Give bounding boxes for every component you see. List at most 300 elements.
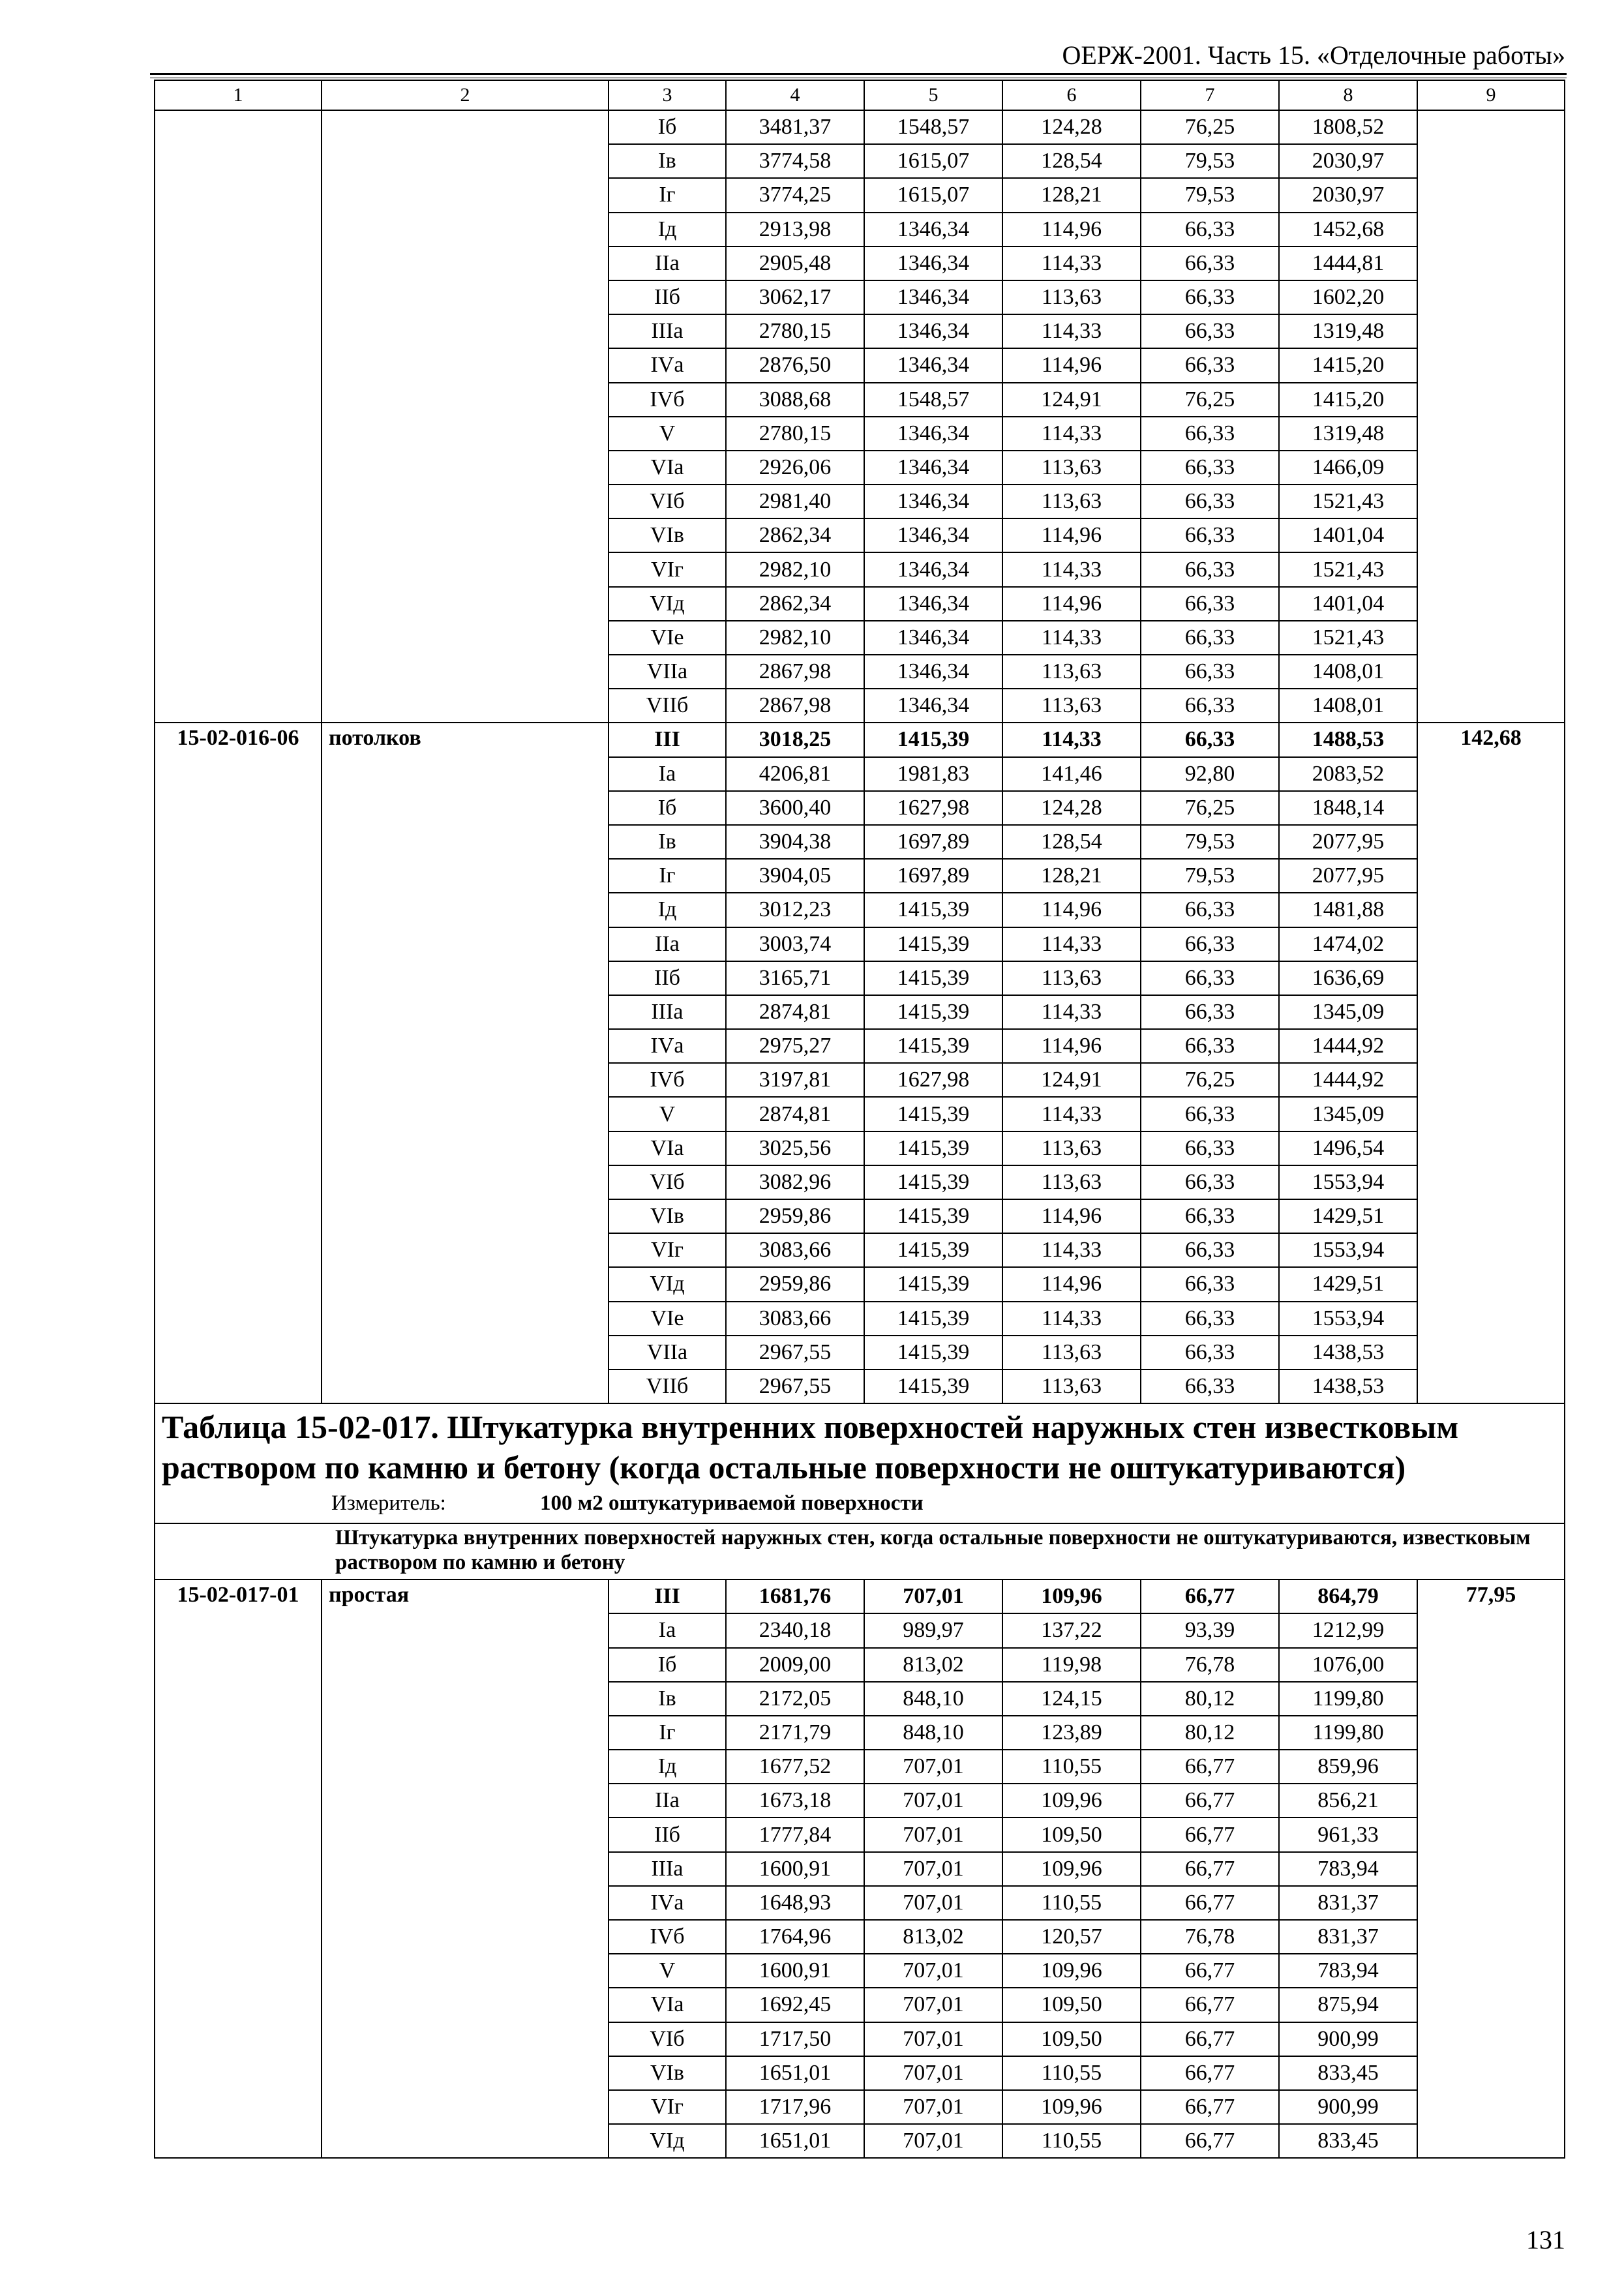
price-value: 707,01 xyxy=(864,1852,1002,1886)
price-value: 3481,37 xyxy=(726,110,864,144)
price-value: 66,77 xyxy=(1141,1750,1279,1784)
zone-code: VIв xyxy=(609,2056,726,2090)
price-value: 707,01 xyxy=(864,1579,1002,1613)
price-value: 109,50 xyxy=(1002,1818,1141,1851)
price-value: 1627,98 xyxy=(864,791,1002,825)
price-value: 3012,23 xyxy=(726,893,864,927)
price-value: 833,45 xyxy=(1279,2124,1417,2158)
zone-code: IIа xyxy=(609,247,726,280)
price-value: 707,01 xyxy=(864,2056,1002,2090)
price-value: 124,28 xyxy=(1002,791,1141,825)
zone-code: III xyxy=(609,723,726,756)
price-value: 114,96 xyxy=(1002,893,1141,927)
price-value: 1496,54 xyxy=(1279,1131,1417,1165)
price-value: 2967,55 xyxy=(726,1336,864,1369)
zone-code: VIIб xyxy=(609,689,726,723)
zone-code: VIIа xyxy=(609,655,726,689)
price-value: 1408,01 xyxy=(1279,689,1417,723)
zone-code: IIб xyxy=(609,280,726,314)
price-value: 109,96 xyxy=(1002,2090,1141,2124)
price-value: 3904,05 xyxy=(726,859,864,893)
price-value: 2780,15 xyxy=(726,417,864,451)
price-value: 66,33 xyxy=(1141,1029,1279,1063)
price-value: 128,54 xyxy=(1002,144,1141,178)
price-value: 2780,15 xyxy=(726,314,864,348)
price-value: 900,99 xyxy=(1279,2022,1417,2056)
price-value: 66,33 xyxy=(1141,348,1279,382)
price-value: 80,12 xyxy=(1141,1682,1279,1716)
price-value: 1415,39 xyxy=(864,1267,1002,1301)
meter-value: 100 м2 оштукатуриваемой поверхности xyxy=(540,1491,924,1516)
zone-code: IIа xyxy=(609,927,726,961)
price-value: 1602,20 xyxy=(1279,280,1417,314)
zone-code: VIе xyxy=(609,1302,726,1336)
price-value: 3197,81 xyxy=(726,1063,864,1097)
price-value: 1346,34 xyxy=(864,314,1002,348)
price-value: 1474,02 xyxy=(1279,927,1417,961)
zone-code: VIIа xyxy=(609,1336,726,1369)
price-value: 66,33 xyxy=(1141,213,1279,247)
price-value: 80,12 xyxy=(1141,1716,1279,1750)
zone-code: VIв xyxy=(609,1199,726,1233)
price-value: 859,96 xyxy=(1279,1750,1417,1784)
zone-code: VIд xyxy=(609,587,726,621)
zone-code: VIг xyxy=(609,2090,726,2124)
price-value: 875,94 xyxy=(1279,1988,1417,2022)
price-value: 119,98 xyxy=(1002,1648,1141,1682)
price-value: 114,33 xyxy=(1002,723,1141,756)
price-value: 79,53 xyxy=(1141,178,1279,212)
price-value: 1488,53 xyxy=(1279,723,1417,756)
price-value: 1415,20 xyxy=(1279,383,1417,417)
price-value: 114,96 xyxy=(1002,1267,1141,1301)
price-value: 120,57 xyxy=(1002,1920,1141,1954)
price-value: 76,25 xyxy=(1141,383,1279,417)
price-value: 3082,96 xyxy=(726,1165,864,1199)
price-value: 124,91 xyxy=(1002,383,1141,417)
price-value: 109,50 xyxy=(1002,1988,1141,2022)
price-value: 1777,84 xyxy=(726,1818,864,1851)
price-value: 2874,81 xyxy=(726,995,864,1029)
price-value: 1627,98 xyxy=(864,1063,1002,1097)
price-value: 1415,39 xyxy=(864,961,1002,995)
price-value: 1415,39 xyxy=(864,723,1002,756)
price-value: 1521,43 xyxy=(1279,485,1417,518)
zone-code: III xyxy=(609,1579,726,1613)
price-value: 124,91 xyxy=(1002,1063,1141,1097)
price-value: 3003,74 xyxy=(726,927,864,961)
price-value: 2959,86 xyxy=(726,1199,864,1233)
price-value: 1415,39 xyxy=(864,1097,1002,1131)
price-value: 2340,18 xyxy=(726,1613,864,1647)
zone-code: Iв xyxy=(609,825,726,859)
price-value: 1415,39 xyxy=(864,1302,1002,1336)
price-value: 110,55 xyxy=(1002,2124,1141,2158)
price-value: 1553,94 xyxy=(1279,1165,1417,1199)
price-value: 1600,91 xyxy=(726,1954,864,1988)
price-value: 66,77 xyxy=(1141,1852,1279,1886)
price-value: 2982,10 xyxy=(726,552,864,586)
price-value: 123,89 xyxy=(1002,1716,1141,1750)
price-value: 66,33 xyxy=(1141,621,1279,655)
price-value: 2926,06 xyxy=(726,451,864,485)
price-value: 66,33 xyxy=(1141,518,1279,552)
rate-code: 15-02-016-06 xyxy=(155,723,322,1403)
price-value: 1346,34 xyxy=(864,655,1002,689)
price-value: 76,25 xyxy=(1141,791,1279,825)
price-value: 66,33 xyxy=(1141,552,1279,586)
price-value: 1346,34 xyxy=(864,451,1002,485)
zone-code: IIб xyxy=(609,1818,726,1851)
price-value: 1481,88 xyxy=(1279,893,1417,927)
price-value: 856,21 xyxy=(1279,1784,1417,1818)
zone-code: VIа xyxy=(609,451,726,485)
zone-code: VIв xyxy=(609,518,726,552)
price-value: 1466,09 xyxy=(1279,451,1417,485)
zone-code: Iг xyxy=(609,859,726,893)
column-number: 8 xyxy=(1279,80,1417,110)
price-value: 114,33 xyxy=(1002,1097,1141,1131)
price-value: 114,96 xyxy=(1002,587,1141,621)
zone-code: IVб xyxy=(609,383,726,417)
price-value: 66,77 xyxy=(1141,2056,1279,2090)
price-value: 1415,39 xyxy=(864,1233,1002,1267)
zone-code: VIIб xyxy=(609,1369,726,1403)
zone-code: Iб xyxy=(609,791,726,825)
price-value: 2083,52 xyxy=(1279,757,1417,791)
total-value: 142,68 xyxy=(1417,723,1565,1403)
price-value: 1521,43 xyxy=(1279,552,1417,586)
price-value: 66,77 xyxy=(1141,2022,1279,2056)
price-value: 128,54 xyxy=(1002,825,1141,859)
price-value: 92,80 xyxy=(1141,757,1279,791)
price-value: 128,21 xyxy=(1002,178,1141,212)
price-value: 1692,45 xyxy=(726,1988,864,2022)
price-value: 1444,92 xyxy=(1279,1063,1417,1097)
price-value: 1345,09 xyxy=(1279,995,1417,1029)
price-value: 3088,68 xyxy=(726,383,864,417)
column-numbers-row xyxy=(155,80,1565,110)
page-header: ОЕРЖ-2001. Часть 15. «Отделочные работы» xyxy=(1062,40,1565,70)
price-value: 113,63 xyxy=(1002,1336,1141,1369)
price-value: 961,33 xyxy=(1279,1818,1417,1851)
table-subheading-row xyxy=(155,1523,1565,1579)
price-value: 707,01 xyxy=(864,1784,1002,1818)
price-value: 1553,94 xyxy=(1279,1302,1417,1336)
zone-code: IVб xyxy=(609,1920,726,1954)
price-value: 79,53 xyxy=(1141,859,1279,893)
price-value: 2959,86 xyxy=(726,1267,864,1301)
price-value: 114,33 xyxy=(1002,1302,1141,1336)
price-value: 109,96 xyxy=(1002,1954,1141,1988)
price-value: 66,33 xyxy=(1141,247,1279,280)
price-value: 113,63 xyxy=(1002,1131,1141,1165)
price-value: 114,96 xyxy=(1002,348,1141,382)
column-number: 1 xyxy=(155,80,322,110)
price-value: 137,22 xyxy=(1002,1613,1141,1647)
price-value: 1808,52 xyxy=(1279,110,1417,144)
price-value: 76,78 xyxy=(1141,1920,1279,1954)
price-value: 109,96 xyxy=(1002,1784,1141,1818)
price-value: 66,77 xyxy=(1141,1988,1279,2022)
price-value: 1615,07 xyxy=(864,178,1002,212)
work-name xyxy=(322,110,609,723)
price-value: 1415,39 xyxy=(864,995,1002,1029)
zone-code: IVа xyxy=(609,1029,726,1063)
price-value: 707,01 xyxy=(864,1818,1002,1851)
price-value: 783,94 xyxy=(1279,1954,1417,1988)
zone-code: VIа xyxy=(609,1131,726,1165)
price-value: 707,01 xyxy=(864,1750,1002,1784)
price-value: 1212,99 xyxy=(1279,1613,1417,1647)
price-value: 848,10 xyxy=(864,1716,1002,1750)
price-value: 2874,81 xyxy=(726,1097,864,1131)
table-row xyxy=(155,110,1565,144)
price-value: 1415,39 xyxy=(864,1336,1002,1369)
price-value: 2975,27 xyxy=(726,1029,864,1063)
price-value: 2171,79 xyxy=(726,1716,864,1750)
price-value: 66,33 xyxy=(1141,1199,1279,1233)
zone-code: VIг xyxy=(609,552,726,586)
price-value: 141,46 xyxy=(1002,757,1141,791)
price-value: 1415,39 xyxy=(864,1199,1002,1233)
price-value: 1346,34 xyxy=(864,348,1002,382)
price-value: 66,33 xyxy=(1141,1097,1279,1131)
price-value: 2905,48 xyxy=(726,247,864,280)
price-value: 114,96 xyxy=(1002,1199,1141,1233)
price-value: 3774,58 xyxy=(726,144,864,178)
price-value: 1681,76 xyxy=(726,1579,864,1613)
price-value: 109,96 xyxy=(1002,1852,1141,1886)
price-value: 114,33 xyxy=(1002,1233,1141,1267)
price-value: 114,33 xyxy=(1002,314,1141,348)
zone-code: VIб xyxy=(609,485,726,518)
price-value: 2867,98 xyxy=(726,655,864,689)
work-name: потолков xyxy=(322,723,609,1403)
price-value: 66,33 xyxy=(1141,417,1279,451)
price-value: 833,45 xyxy=(1279,2056,1417,2090)
rate-code: 15-02-017-01 xyxy=(155,1579,322,2158)
price-value: 1444,92 xyxy=(1279,1029,1417,1063)
price-value: 1848,14 xyxy=(1279,791,1417,825)
zone-code: Iб xyxy=(609,1648,726,1682)
zone-code: IIIа xyxy=(609,995,726,1029)
price-value: 2077,95 xyxy=(1279,859,1417,893)
price-value: 1408,01 xyxy=(1279,655,1417,689)
price-value: 864,79 xyxy=(1279,1579,1417,1613)
price-value: 989,97 xyxy=(864,1613,1002,1647)
price-value: 1319,48 xyxy=(1279,417,1417,451)
price-value: 813,02 xyxy=(864,1920,1002,1954)
column-number: 6 xyxy=(1002,80,1141,110)
rate-code xyxy=(155,110,322,723)
price-value: 1615,07 xyxy=(864,144,1002,178)
price-value: 1415,39 xyxy=(864,1029,1002,1063)
zone-code: VIг xyxy=(609,1233,726,1267)
price-value: 113,63 xyxy=(1002,1369,1141,1403)
zone-code: VIд xyxy=(609,1267,726,1301)
price-value: 1697,89 xyxy=(864,825,1002,859)
price-value: 1346,34 xyxy=(864,213,1002,247)
price-value: 2030,97 xyxy=(1279,178,1417,212)
table-title: Таблица 15-02-017. Штукатурка внутренних поверхностей наружных стен известковым раствором по камню и бетону (когда остальные поверхности не оштукатуриваются) xyxy=(162,1409,1459,1486)
price-value: 66,33 xyxy=(1141,1302,1279,1336)
price-value: 3600,40 xyxy=(726,791,864,825)
price-value: 1346,34 xyxy=(864,280,1002,314)
price-value: 1444,81 xyxy=(1279,247,1417,280)
price-value: 1415,39 xyxy=(864,1165,1002,1199)
price-value: 1319,48 xyxy=(1279,314,1417,348)
price-value: 66,77 xyxy=(1141,2090,1279,2124)
price-table xyxy=(154,80,1565,2159)
price-value: 113,63 xyxy=(1002,689,1141,723)
price-value: 79,53 xyxy=(1141,144,1279,178)
price-value: 1415,20 xyxy=(1279,348,1417,382)
work-name: простая xyxy=(322,1579,609,2158)
price-value: 1346,34 xyxy=(864,689,1002,723)
zone-code: Iг xyxy=(609,1716,726,1750)
price-value: 1677,52 xyxy=(726,1750,864,1784)
price-value: 114,33 xyxy=(1002,995,1141,1029)
price-value: 707,01 xyxy=(864,2090,1002,2124)
price-value: 2967,55 xyxy=(726,1369,864,1403)
price-value: 1076,00 xyxy=(1279,1648,1417,1682)
price-value: 124,15 xyxy=(1002,1682,1141,1716)
table-subheading: Штукатурка внутренних поверхностей наружных стен, когда остальные поверхности не оштукатуриваются, известковым раствором по камню и бетону xyxy=(155,1523,1565,1579)
zone-code: Iд xyxy=(609,213,726,247)
price-value: 66,33 xyxy=(1141,995,1279,1029)
price-value: 114,33 xyxy=(1002,417,1141,451)
total-value xyxy=(1417,110,1565,723)
price-value: 1415,39 xyxy=(864,1369,1002,1403)
price-value: 110,55 xyxy=(1002,2056,1141,2090)
price-value: 66,33 xyxy=(1141,1131,1279,1165)
price-value: 66,33 xyxy=(1141,1165,1279,1199)
zone-code: Iд xyxy=(609,1750,726,1784)
price-value: 66,77 xyxy=(1141,1579,1279,1613)
price-value: 66,77 xyxy=(1141,1784,1279,1818)
price-value: 1345,09 xyxy=(1279,1097,1417,1131)
price-value: 1452,68 xyxy=(1279,213,1417,247)
column-number: 3 xyxy=(609,80,726,110)
price-value: 128,21 xyxy=(1002,859,1141,893)
zone-code: IIIа xyxy=(609,1852,726,1886)
price-value: 66,33 xyxy=(1141,961,1279,995)
column-number: 9 xyxy=(1417,80,1565,110)
column-number: 4 xyxy=(726,80,864,110)
table-title-row xyxy=(155,1403,1565,1523)
price-value: 66,77 xyxy=(1141,1886,1279,1920)
price-value: 66,33 xyxy=(1141,723,1279,756)
price-value: 113,63 xyxy=(1002,485,1141,518)
price-value: 1346,34 xyxy=(864,247,1002,280)
price-value: 93,39 xyxy=(1141,1613,1279,1647)
price-value: 3062,17 xyxy=(726,280,864,314)
price-value: 1438,53 xyxy=(1279,1336,1417,1369)
price-value: 3165,71 xyxy=(726,961,864,995)
price-value: 2867,98 xyxy=(726,689,864,723)
price-value: 783,94 xyxy=(1279,1852,1417,1886)
price-value: 1651,01 xyxy=(726,2124,864,2158)
zone-code: V xyxy=(609,417,726,451)
price-value: 66,33 xyxy=(1141,1233,1279,1267)
price-value: 2876,50 xyxy=(726,348,864,382)
price-value: 79,53 xyxy=(1141,825,1279,859)
price-value: 2981,40 xyxy=(726,485,864,518)
price-value: 66,33 xyxy=(1141,1336,1279,1369)
price-value: 1401,04 xyxy=(1279,518,1417,552)
price-value: 114,96 xyxy=(1002,518,1141,552)
price-value: 109,50 xyxy=(1002,2022,1141,2056)
price-value: 3083,66 xyxy=(726,1233,864,1267)
price-value: 1401,04 xyxy=(1279,587,1417,621)
zone-code: Iв xyxy=(609,144,726,178)
price-value: 1415,39 xyxy=(864,1131,1002,1165)
price-value: 66,77 xyxy=(1141,2124,1279,2158)
price-value: 114,96 xyxy=(1002,213,1141,247)
price-value: 1717,96 xyxy=(726,2090,864,2124)
column-number: 7 xyxy=(1141,80,1279,110)
price-value: 1438,53 xyxy=(1279,1369,1417,1403)
price-value: 2862,34 xyxy=(726,518,864,552)
price-value: 76,25 xyxy=(1141,110,1279,144)
price-value: 1764,96 xyxy=(726,1920,864,1954)
price-value: 114,33 xyxy=(1002,621,1141,655)
price-value: 76,25 xyxy=(1141,1063,1279,1097)
price-value: 1648,93 xyxy=(726,1886,864,1920)
price-value: 831,37 xyxy=(1279,1886,1417,1920)
price-value: 2030,97 xyxy=(1279,144,1417,178)
price-value: 114,96 xyxy=(1002,1029,1141,1063)
price-value: 1415,39 xyxy=(864,927,1002,961)
zone-code: IIIа xyxy=(609,314,726,348)
zone-code: VIа xyxy=(609,1988,726,2022)
price-value: 1346,34 xyxy=(864,417,1002,451)
meter-label: Измеритель: xyxy=(331,1491,446,1516)
zone-code: VIб xyxy=(609,1165,726,1199)
zone-code: IIа xyxy=(609,1784,726,1818)
price-value: 66,33 xyxy=(1141,655,1279,689)
price-value: 66,33 xyxy=(1141,485,1279,518)
price-value: 1981,83 xyxy=(864,757,1002,791)
table-body xyxy=(155,80,1565,2158)
price-value: 76,78 xyxy=(1141,1648,1279,1682)
price-value: 1651,01 xyxy=(726,2056,864,2090)
zone-code: Iб xyxy=(609,110,726,144)
zone-code: V xyxy=(609,1954,726,1988)
zone-code: V xyxy=(609,1097,726,1131)
zone-code: VIе xyxy=(609,621,726,655)
table-title-cell xyxy=(155,1403,1565,1523)
price-value: 1199,80 xyxy=(1279,1682,1417,1716)
zone-code: Iв xyxy=(609,1682,726,1716)
price-value: 707,01 xyxy=(864,1954,1002,1988)
zone-code: Iа xyxy=(609,757,726,791)
price-value: 66,77 xyxy=(1141,1818,1279,1851)
price-value: 2077,95 xyxy=(1279,825,1417,859)
price-value: 114,33 xyxy=(1002,247,1141,280)
price-value: 3904,38 xyxy=(726,825,864,859)
price-value: 2172,05 xyxy=(726,1682,864,1716)
price-value: 66,33 xyxy=(1141,1369,1279,1403)
page-number: 131 xyxy=(1526,2225,1565,2254)
price-value: 66,33 xyxy=(1141,893,1279,927)
price-value: 707,01 xyxy=(864,1886,1002,1920)
price-value: 1600,91 xyxy=(726,1852,864,1886)
zone-code: IVа xyxy=(609,1886,726,1920)
meter-row xyxy=(162,1490,1557,1516)
price-value: 1346,34 xyxy=(864,552,1002,586)
